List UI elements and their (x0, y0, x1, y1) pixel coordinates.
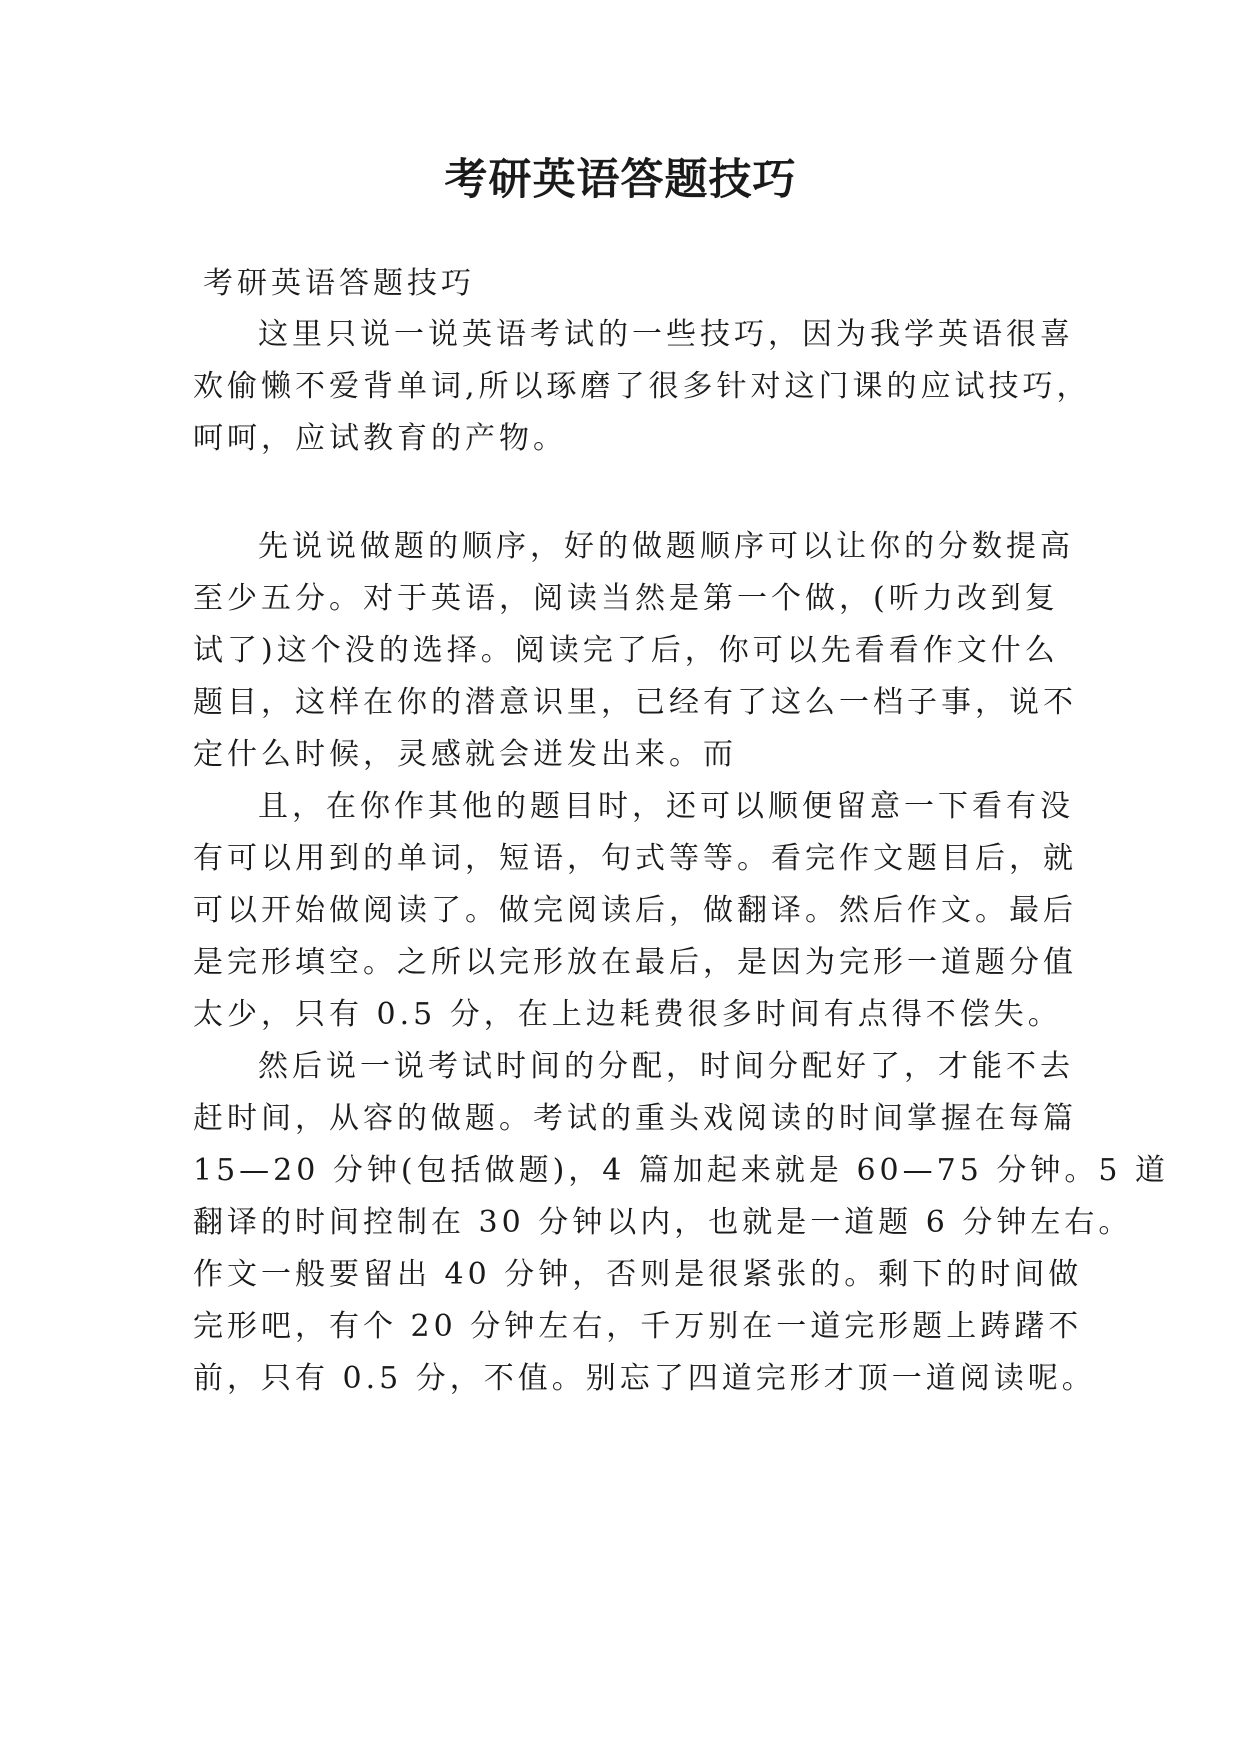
paragraph-3-line-4: 是完形填空。之所以完形放在最后，是因为完形一道题分值 (193, 945, 1077, 980)
paragraph-4-line-5: 作文一般要留出 40 分钟，否则是很紧张的。剩下的时间做 (193, 1257, 1083, 1292)
document-title: 考研英语答题技巧 (444, 155, 797, 205)
paragraph-1-line-1: 这里只说一说英语考试的一些技巧，因为我学英语很喜 (258, 317, 1074, 352)
paragraph-3-line-5: 太少，只有 0.5 分，在上边耗费很多时间有点得不偿失。 (193, 997, 1062, 1032)
paragraph-4-line-3: 15—20 分钟(包括做题)，4 篇加起来就是 60—75 分钟。5 道 (193, 1153, 1169, 1188)
paragraph-4-line-6: 完形吧，有个 20 分钟左右，千万别在一道完形题上踌躇不 (193, 1309, 1083, 1344)
paragraph-1-line-3: 呵呵，应试教育的产物。 (193, 421, 567, 456)
paragraph-3-line-1: 且，在你作其他的题目时，还可以顺便留意一下看有没 (258, 789, 1074, 824)
paragraph-4-line-4: 翻译的时间控制在 30 分钟以内，也就是一道题 6 分钟左右。 (193, 1205, 1133, 1240)
paragraph-1-line-2: 欢偷懒不爱背单词,所以琢磨了很多针对这门课的应试技巧， (193, 369, 1091, 404)
paragraph-4-line-2: 赶时间，从容的做题。考试的重头戏阅读的时间掌握在每篇 (193, 1101, 1077, 1136)
paragraph-4-line-1: 然后说一说考试时间的分配，时间分配好了，才能不去 (258, 1049, 1074, 1084)
paragraph-2-line-1: 先说说做题的顺序，好的做题顺序可以让你的分数提高 (258, 529, 1074, 564)
paragraph-4-line-7: 前，只有 0.5 分，不值。别忘了四道完形才顶一道阅读呢。 (193, 1361, 1096, 1396)
document-subtitle: 考研英语答题技巧 (203, 266, 475, 301)
paragraph-3-line-3: 可以开始做阅读了。做完阅读后，做翻译。然后作文。最后 (193, 893, 1077, 928)
paragraph-2-line-3: 试了)这个没的选择。阅读完了后，你可以先看看作文什么 (193, 633, 1059, 668)
paragraph-2-line-2: 至少五分。对于英语，阅读当然是第一个做，(听力改到复 (193, 581, 1059, 616)
paragraph-2-line-5: 定什么时候，灵感就会迸发出来。而 (193, 737, 737, 772)
paragraph-2-line-4: 题目，这样在你的潜意识里，已经有了这么一档子事，说不 (193, 685, 1077, 720)
paragraph-3-line-2: 有可以用到的单词，短语，句式等等。看完作文题目后，就 (193, 841, 1077, 876)
